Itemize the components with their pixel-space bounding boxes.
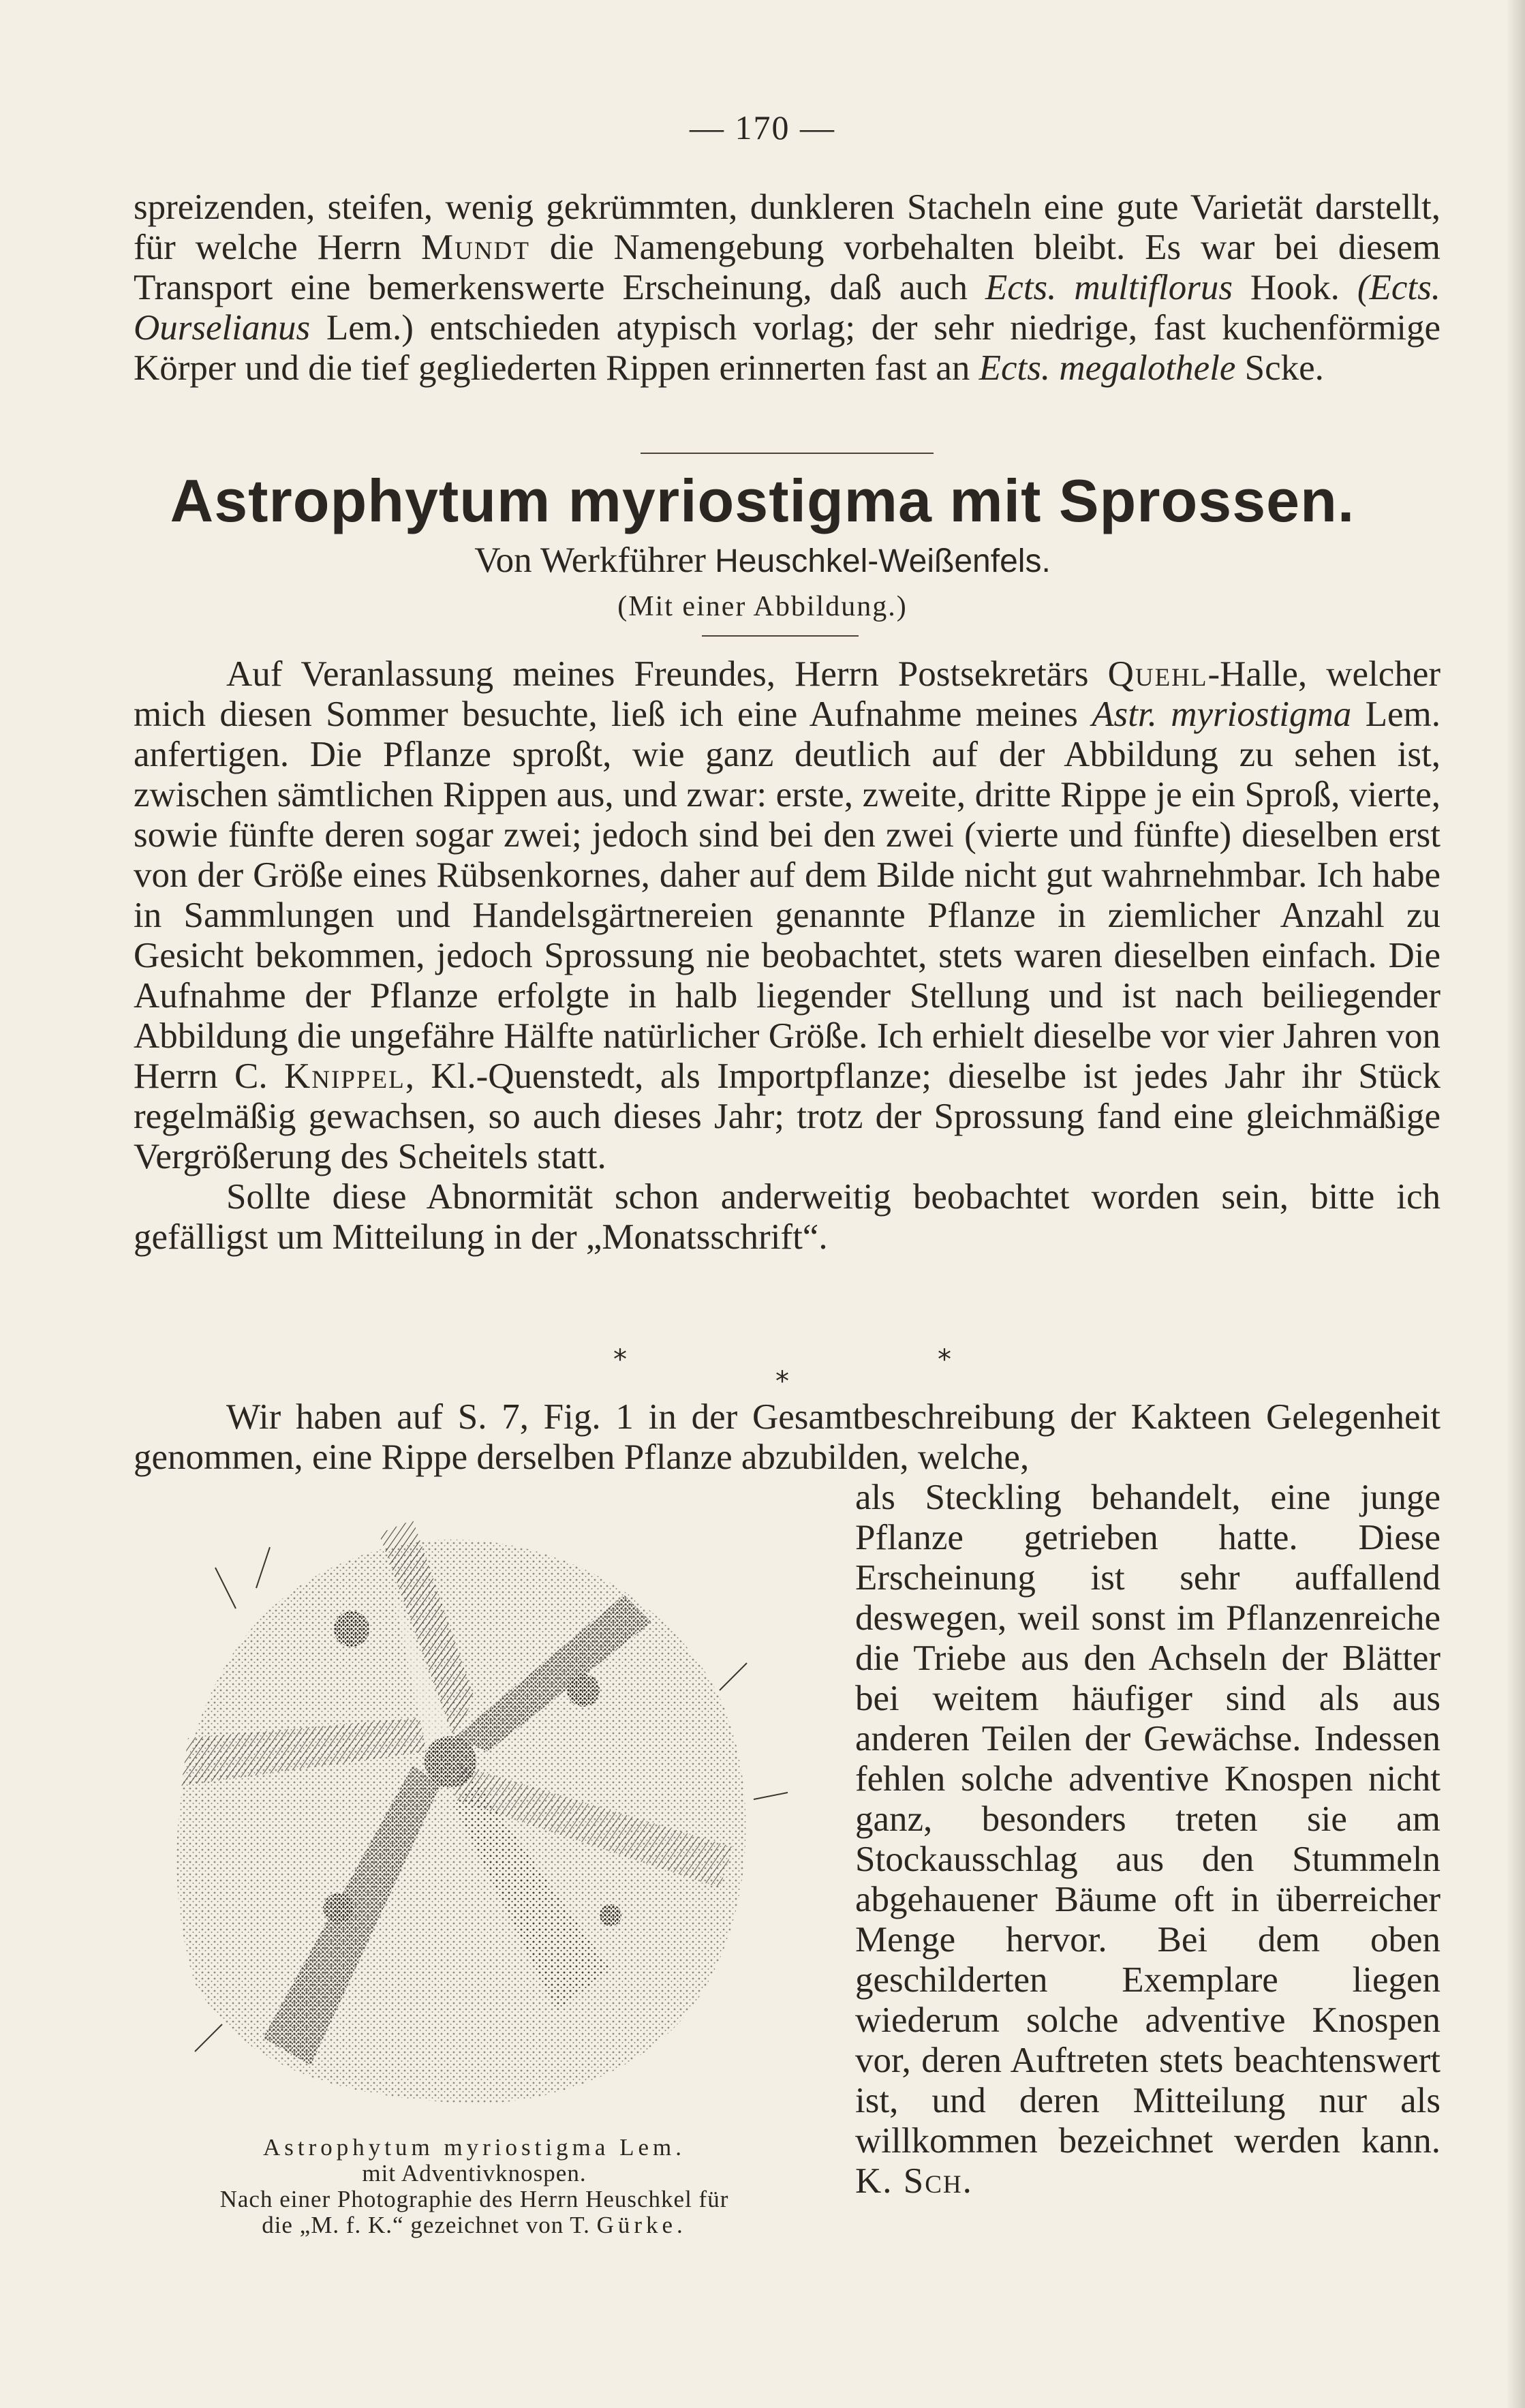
species-name: Ects. multiflorus: [985, 268, 1233, 307]
illustration-note: (Mit einer Abbildung.): [617, 591, 908, 622]
cactus-drawing: [134, 1493, 815, 2123]
article-title: Astrophytum myriostigma mit Sprossen.: [170, 467, 1355, 534]
person-name: Mundt: [421, 228, 530, 267]
asterisk: *: [938, 1344, 951, 1375]
caption-line: mit Adventivknospen.: [362, 2160, 587, 2186]
figure-caption: [134, 2135, 815, 2238]
page-number: — 170 —: [690, 108, 835, 147]
illustrator-name: Gürke.: [596, 2212, 687, 2238]
article-body: [134, 654, 1441, 1258]
text-run: Lem.) entschieden atypisch vorlag; der sehr niedrige, fast kuchenförmige Körper und die tief gegliederten Rippen erinnerten fast an: [134, 308, 1441, 388]
paragraph-editor-column: [855, 1478, 1441, 2201]
text-run: spreizenden, steifen, wenig gekrümmten, dunkleren Stacheln eine gute Varietät darstellt, für welche Herrn: [134, 187, 1441, 267]
article-byline: [0, 540, 1525, 581]
bud-2: [567, 1674, 600, 1707]
bud-3: [323, 1893, 353, 1923]
author-name: Heuschkel-Weißenfels.: [715, 543, 1051, 579]
text-run: Wir haben auf S. 7, Fig. 1 in der Gesamtbeschreibung der Kakteen Gelegenheit genommen, eine Rippe derselben Pflanze abzubilden, welche,: [134, 1397, 1441, 1477]
species-name: (Ects. Ourselianus: [134, 268, 1441, 348]
section-separator: [0, 1336, 1525, 1397]
text-run: Hook.: [1232, 268, 1357, 307]
bud-4: [600, 1904, 621, 1926]
species-name: Astr. myriostigma: [1092, 695, 1352, 734]
text-run: -Halle, welcher mich diesen Sommer besuchte, ließ ich eine Aufnahme meines: [134, 654, 1441, 734]
text-run: die Namengebung vorbehalten bleibt. Es war bei diesem Transport eine bemerkenswerte Erscheinung, daß auch: [134, 228, 1441, 307]
person-name: Quehl: [1107, 654, 1208, 694]
species-name: Ects. megalothele: [979, 348, 1236, 388]
paragraph-editor-intro: [134, 1397, 1441, 1478]
shading-background: [176, 1540, 745, 2103]
text-run: Auf Veranlassung meines Freundes, Herrn Postsekretärs: [226, 654, 1108, 694]
paragraph-top: [134, 187, 1441, 388]
text-run: Lem. anfertigen. Die Pflanze sproßt, wie ganz deutlich auf der Abbildung zu sehen ist, zwischen sämtlichen Rippen aus, und zwar: erste, zweite, dritte Rippe je ein Sproß, vierte, sowie fünfte deren sogar zwei; jedoch sind bei den zwei (vierte und fünfte) dieselben erst von der Größe eines Rübsenkornes, daher auf dem Bilde nicht gut wahrnehmbar. Ich habe in Sammlungen und Handelsgärtnereien genannte Pflanze in ziemlicher Anzahl zu Gesicht bekommen, jedoch Sprossung nie beobachtet, stets waren dieselben einfach. Die Aufnahme der Pflanze erfolgte in halb liegender Stellung und ist nach beiliegender Abbildung die ungefähre Hälfte natürlicher Größe. Ich erhielt dieselbe vor vier Jahren von Herrn C.: [134, 695, 1441, 1096]
caption-text: die „M. f. K.“ gezeichnet von T.: [262, 2212, 597, 2238]
divider-rule: [641, 453, 934, 454]
text-run: als Steckling behandelt, eine junge Pflanze getrieben hatte. Diese Erscheinung ist sehr auffallend deswegen, weil sonst im Pflanzenreiche die Triebe aus den Achseln der Blätter bei weitem häufiger sind als aus anderen Teilen der Gewächse. Indessen fehlen solche adventive Knospen nicht ganz, besonders treten sie am Stockausschlag aus den Stummeln abgehauener Bäume oft in überreicher Menge hervor. Bei dem oben geschilderten Exemplare liegen wiederum solche adventive Knospen vor, deren Auftreten stets beachtenswert ist, und deren Mitteilung nur als willkommen bezeichnet werden kann.: [855, 1478, 1441, 2161]
text-run: , Kl.-Quenstedt, als Importpflanze; dieselbe ist jedes Jahr ihr Stück regelmäßig gewachsen, so auch dieses Jahr; trotz der Sprossung fand eine gleichmäßige Vergrößerung des Scheitels statt.: [134, 1056, 1441, 1176]
cactus-illustration: [134, 1493, 815, 2123]
text-run: Scke.: [1235, 348, 1324, 388]
asterisk: *: [613, 1344, 627, 1375]
paragraph-request: Sollte diese Abnormität schon anderweitig beobachtet worden sein, bitte ich gefälligst um Mitteilung in der „Monatsschrift“.: [134, 1177, 1441, 1257]
person-name: Knippel: [284, 1056, 405, 1096]
page-edge-shadow: [1506, 0, 1525, 2408]
caption-line: Astrophytum myriostigma Lem.: [262, 2134, 686, 2161]
caption-line: Nach einer Photographie des Herrn Heuschkel für: [219, 2186, 729, 2212]
bud-1: [334, 1611, 369, 1647]
asterisk: *: [775, 1366, 789, 1397]
crown: [425, 1736, 476, 1788]
divider-rule-small: [702, 635, 859, 637]
byline-prefix: Von Werkführer: [474, 540, 715, 580]
caption-line: [134, 2212, 815, 2238]
signature: K. Sch.: [855, 2161, 973, 2201]
